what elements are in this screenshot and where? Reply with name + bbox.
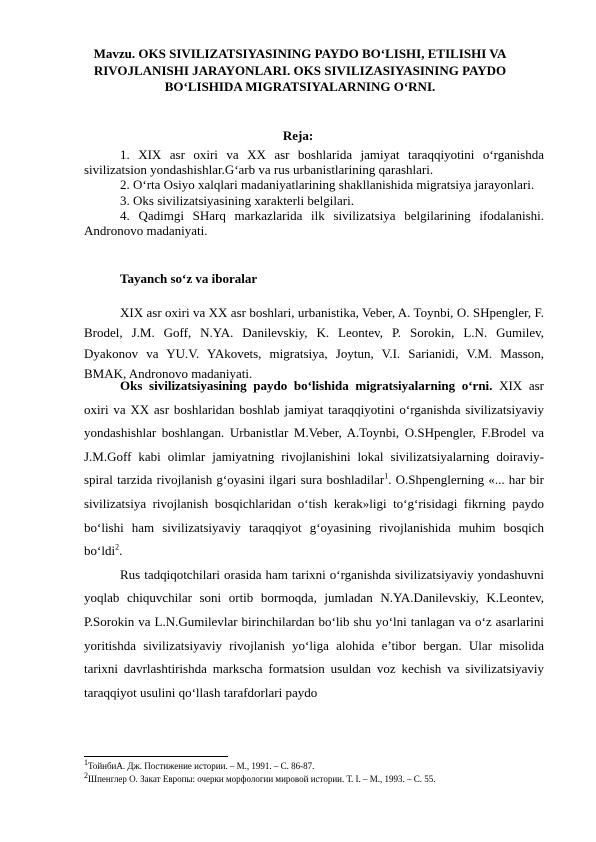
footnote-text-2: Шпенглер О. Закат Европы: очерки морфологии мировой истории. Т. I. – М., 1993. – С. 55. <box>88 774 436 784</box>
footnote-text-1: ТойнбиА. Дж. Постижение истории. – М., 1991. – С. 86-87. <box>88 761 315 771</box>
section-heading: Oks sivilizatsiyasining paydo bo‘lishida migratsiyalarning o‘rni. <box>120 378 493 393</box>
paragraph-1-part-a: XIX asr oxiri va XX asr boshlaridan boshlab jamiyat taraqqiyotini o‘rganishda sivilizatsiyaviy yondashishlar boshlangan. Urbanistlar M.Veber, A.Toynbi, O.SHpengler, F.Brodel va J.M.Goff kabi olimlar jamiyatning rivojlanishini lokal sivilizatsiyalarning doiraviy-spiral tarzida rivojlanish g‘oyasini ilgari sura boshladilar <box>84 378 544 488</box>
paragraph-1-part-c: . <box>119 543 123 559</box>
footnote-ref-1: 1 <box>384 472 389 482</box>
paragraph-1-part-b: . O.Shpenglerning «... har bir sivilizatsiya rivojlanish bosqichlaridan o‘tish kerak»ligi to‘g‘risidagi fikrning paydo bo‘lishi ham sivilizatsiyaviy taraqqiyot g‘oyasining rivojlanishida muhim bosqich bo‘ldi <box>84 472 544 559</box>
footnote-num-1: 1 <box>84 758 88 767</box>
keywords-block <box>84 303 544 384</box>
plan-item-3: 3. Oks sivilizatsiyasining xarakterli belgilari. <box>120 192 354 208</box>
footnote-1 <box>84 760 544 772</box>
main-text <box>84 374 544 704</box>
footnote-ref-2: 2 <box>115 542 120 552</box>
footnote-divider <box>84 756 228 757</box>
plan-item-4: 4. Qadimgi SHarq markazlarida ilk sivilizatsiya belgilarining ifodalanishi. Andronovo madaniyati. <box>84 207 544 239</box>
keywords-heading: Tayanch so‘z va iboralar <box>120 271 258 286</box>
paragraph-2: Rus tadqiqotchilari orasida ham tarixni o‘rganishda sivilizatsiyaviy yondashuvni yoqlab chiquvchilar soni ortib bormoqda, jumladan N.YA.Danilevskiy, K.Leontev, P.Sorokin va L.N.Gumilevlar birinchilardan bo‘lib shu yo‘lni tanlagan va o‘z asarlarini yoritishda sivilizatsiyaviy rivojlanish yo‘liga alohida e’tibor bergan. Ular misolida tarixni davrlashtirishda markscha formatsion usuldan voz kechish va sivilizatsiyaviy taraqqiyot usulini qo‘llash tarafdorlari paydo <box>84 566 544 700</box>
plan-list <box>84 147 544 238</box>
paragraph-1 <box>84 374 544 563</box>
document-title: Mavzu. OKS SIVILIZATSIYASINING PAYDO BO‘LISHI, ETILISHI VA RIVOJLANISHI JARAYONLARI. OKS SIVILIZASIYASINING PAYDO BO‘LISHIDA MIGRATSIYALARNING O‘RNI. <box>93 46 507 94</box>
keywords-text: XIX asr oxiri va XX asr boshlari, urbanistika, Veber, A. Toynbi, O. SHpengler, F. Brodel, J.M. Goff, N.YA. Danilevskiy, K. Leontev, P. Sorokin, L.N. Gumilev, Dyakonov va YU.V. YAkovets, migratsiya, Joytun, V.I. Sarianidi, V.M. Masson, BMAK, Andronovo madaniyati. <box>84 305 544 381</box>
plan-heading: Reja: <box>282 128 314 143</box>
plan-item-2: 2. O‘rta Osiyo xalqlari madaniyatlarining shakllanishida migratsiya jarayonlari. <box>120 177 535 193</box>
footnote-2 <box>84 773 544 785</box>
plan-item-1: 1. XIX asr oxiri va XX asr boshlarida jamiyat taraqqiyotini o‘rganishda sivilizatsion yondashishlar.G‘arb va rus urbanistlarining qarashlari. <box>84 147 544 178</box>
footnote-num-2: 2 <box>84 771 88 780</box>
